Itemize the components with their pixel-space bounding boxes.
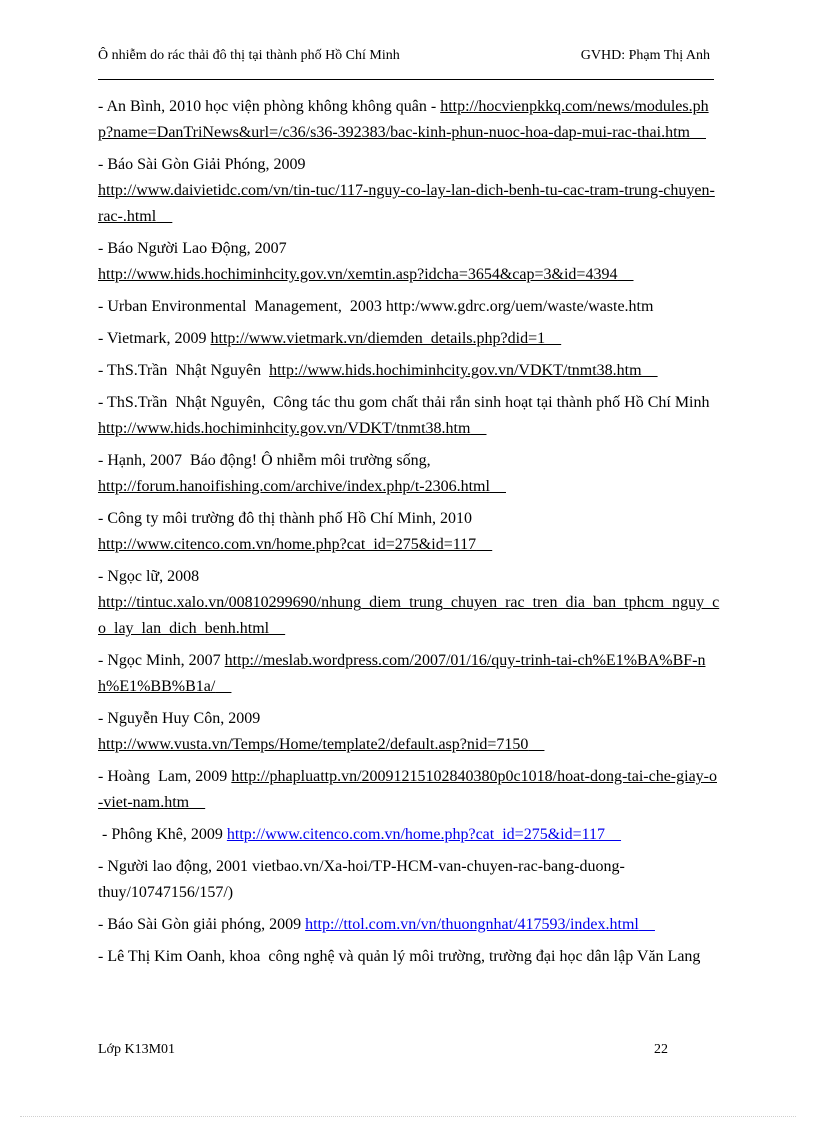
reference-entry [98,390,720,442]
reference-text: - Báo Sài Gòn giải phóng, 2009 [98,916,306,933]
instructor-name: GVHD: Phạm Thị Anh [580,48,710,63]
reference-link[interactable]: http://tintuc.xalo.vn/00810299690/nhung_diem_trung_chuyen_rac_tren_dia_ban_tphcm_nguy_co_lay_lan_dich_benh.html [98,594,720,637]
reference-entry [98,944,720,970]
reference-entry [98,506,720,558]
reference-text: - Người lao động, 2001 vietbao.vn/Xa-hoi/TP-HCM-van-chuyen-rac-bang-duong-thuy/10747156/157/) [98,858,625,901]
reference-text: - An Bình, 2010 học viện phòng không không quân - [98,98,441,115]
reference-link[interactable]: http://phapluattp.vn/20091215102840380p0c1018/hoat-dong-tai-che-giay-o-viet-nam.htm [98,768,717,811]
reference-text: - Urban Environmental Management, 2003 http:/www.gdrc.org/uem/waste/waste.htm [98,298,654,315]
reference-text: - Ngọc lữ, 2008 [98,568,200,585]
reference-text: - ThS.Trần Nhật Nguyên, Công tác thu gom chất thải rắn sinh hoạt tại thành phố Hồ Chí Minh [98,394,714,411]
reference-link[interactable]: http://www.vietmark.vn/diemden_details.php?did=1 [210,330,546,347]
reference-link[interactable]: http://www.hids.hochiminhcity.gov.vn/VDKT/tnmt38.htm [98,420,471,437]
reference-text: - Lê Thị Kim Oanh, khoa công nghệ và quản lý môi trường, trường đại học dân lập Văn Lang [98,948,701,965]
page-number: 22 [654,1042,668,1057]
reference-entry [98,94,720,146]
reference-entry [98,448,720,500]
page-edge-divider [20,1116,796,1117]
reference-link[interactable]: http://www.citenco.com.vn/home.php?cat_id=275&id=117 [226,826,606,843]
reference-text: - Vietmark, 2009 [98,330,211,347]
document-title: Ô nhiễm do rác thải đô thị tại thành phố Hồ Chí Minh [98,48,400,63]
reference-text: - Báo Người Lao Động, 2007 [98,240,287,257]
reference-entry [98,912,720,938]
reference-text: - Nguyễn Huy Côn, 2009 [98,710,261,727]
reference-entry [98,326,720,352]
reference-link[interactable]: http://meslab.wordpress.com/2007/01/16/quy-trinh-tai-ch%E1%BA%BF-nh%E1%BB%B1a/ [98,652,706,695]
reference-link[interactable]: http://ttol.com.vn/vn/thuongnhat/417593/index.html [305,916,639,933]
class-label: Lớp K13M01 [98,1042,176,1057]
reference-entry [98,236,720,288]
reference-link[interactable]: http://www.daivietidc.com/vn/tin-tuc/117-nguy-co-lay-lan-dich-benh-tu-cac-tram-trung-chuyen-rac-.html [98,182,715,225]
header-divider [98,79,714,80]
reference-link[interactable]: http://forum.hanoifishing.com/archive/index.php/t-2306.html [98,478,490,495]
reference-link[interactable]: http://www.vusta.vn/Temps/Home/template2/default.asp?nid=7150 [98,736,529,753]
reference-entry [98,358,720,384]
reference-link[interactable]: http://www.hids.hochiminhcity.gov.vn/xemtin.asp?idcha=3654&cap=3&id=4394 [98,266,618,283]
reference-link[interactable]: http://hocvienpkkq.com/news/modules.php?name=DanTriNews&url=/c36/s36-392383/bac-kinh-phun-nuoc-hoa-dap-mui-rac-thai.htm [98,98,709,141]
reference-entry [98,294,720,320]
reference-entry [98,648,720,700]
reference-text: - Báo Sài Gòn Giải Phóng, 2009 [98,156,306,173]
reference-entry [98,854,720,906]
reference-entry [98,764,720,816]
reference-entry [98,564,720,642]
reference-list [98,94,720,976]
reference-entry [98,706,720,758]
reference-text: - Công ty môi trường đô thị thành phố Hồ Chí Minh, 2010 [98,510,473,527]
reference-text: - Hoàng Lam, 2009 [98,768,232,785]
reference-entry [98,822,720,848]
reference-text: - Phông Khê, 2009 [98,826,227,843]
reference-entry [98,152,720,230]
reference-text: - Ngọc Minh, 2007 [98,652,225,669]
reference-link[interactable]: http://www.hids.hochiminhcity.gov.vn/VDKT/tnmt38.htm [269,362,642,379]
reference-link[interactable]: http://www.citenco.com.vn/home.php?cat_id=275&id=117 [98,536,477,553]
reference-text: - ThS.Trần Nhật Nguyên [98,362,270,379]
reference-text: - Hạnh, 2007 Báo động! Ô nhiễm môi trường sống, [98,452,431,469]
